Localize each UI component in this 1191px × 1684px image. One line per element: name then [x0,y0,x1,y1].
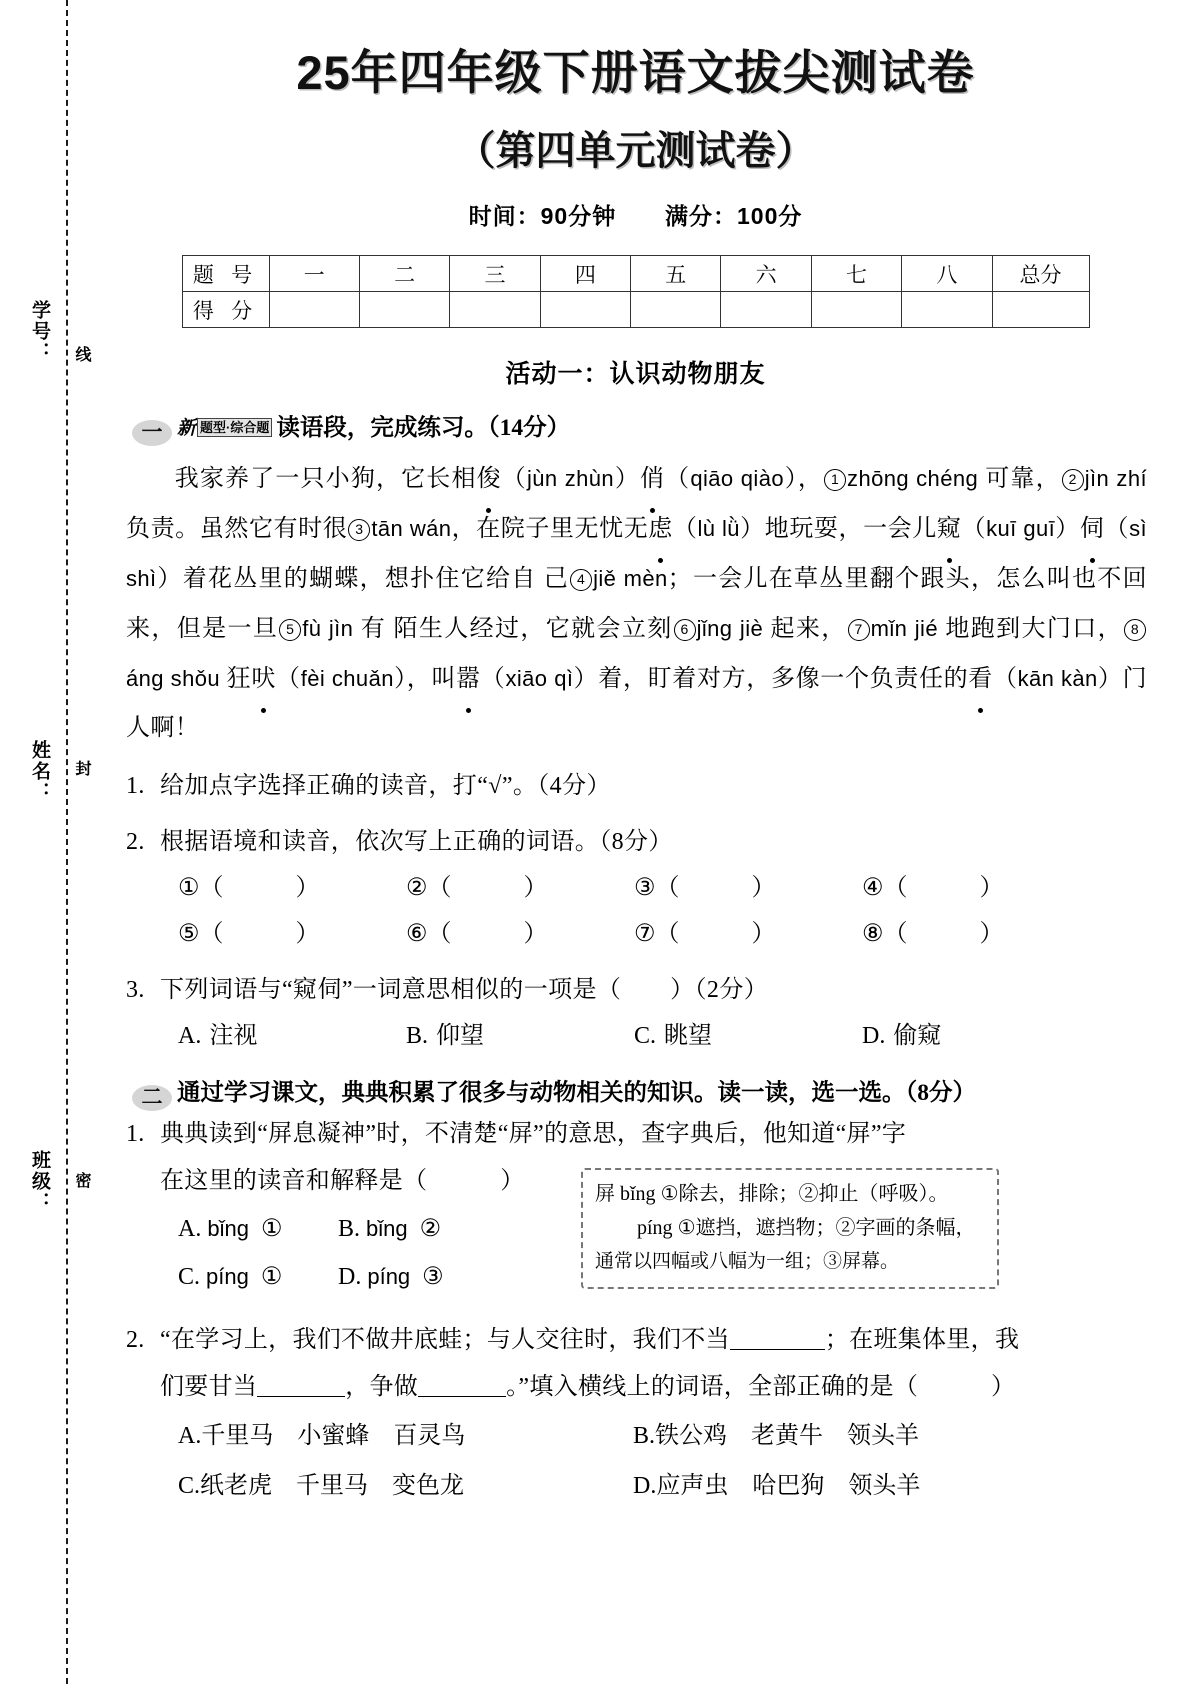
item-1-option-a[interactable] [178,1205,338,1253]
item-1-option-a-label: A. [178,1216,202,1242]
seal-feng-label: 封 [73,760,90,778]
class-label: 班级： [29,1150,50,1213]
item-2-option-a-label: A. [178,1423,202,1449]
question-one-sub-1 [118,763,1153,809]
item-2-option-b-text: 铁公鸡 老黄牛 领头羊 [655,1423,920,1449]
sub-points-1: （4分） [537,773,611,799]
option-b[interactable] [406,1013,634,1059]
option-b-label: B. [406,1023,429,1049]
item-1-option-c-label: C. [178,1264,201,1290]
sub-points-2: （8分） [599,829,673,855]
left-margin [0,0,118,1684]
fill-blank-3[interactable] [418,1374,506,1397]
score-cell-2[interactable] [359,292,449,328]
item-2-number: 2. [126,1327,145,1353]
score-table [182,255,1090,328]
answer-blank-7[interactable]: ⑦（ ） [634,921,776,947]
item-2-line-2b: ，争做 [345,1374,419,1400]
table-row-question-numbers [182,256,1089,292]
dictionary-reference-box [581,1168,999,1289]
score-cell-3[interactable] [450,292,540,328]
sub-text-2: 根据语境和读音，依次写上正确的词语。 [160,829,600,855]
score-col-1: 一 [269,256,359,292]
option-b-text: 仰望 [436,1023,485,1049]
dict-line-1-head: 屏 bǐng [595,1183,656,1205]
question-one-heading: 读语段，完成练习。 [276,414,488,440]
seal-line-label: 线 [73,346,90,364]
answer-blank-2[interactable]: ②（ ） [406,875,548,901]
new-question-type-badge [177,412,272,446]
item-2-option-d-text: 应声虫 哈巴狗 领头羊 [656,1473,921,1499]
question-two-header [118,1075,1153,1111]
score-col-8: 八 [902,256,992,292]
item-1-line-2: 在这里的读音和解释是（ ） [160,1168,525,1194]
item-1-option-c-mark: ① [260,1264,283,1290]
question-two-item-2 [118,1317,1153,1411]
fold-dashed-line [66,0,68,1684]
score-col-5: 五 [631,256,721,292]
option-d[interactable] [862,1013,1090,1059]
option-c-label: C. [634,1023,657,1049]
score-cell-6[interactable] [721,292,811,328]
item-2-line-2c: 。”填入横线上的词语，全部正确的是（ ） [506,1374,1016,1400]
option-d-text: 偷窥 [893,1023,942,1049]
sub-number-2: 2. [126,829,145,855]
fill-blank-2[interactable] [257,1374,345,1397]
sub-number-1: 1. [126,773,145,799]
score-cell-8[interactable] [902,292,992,328]
option-c-text: 眺望 [664,1023,713,1049]
score-cell-total[interactable] [992,292,1089,328]
item-2-option-a-text: 千里马 小蜜蜂 百灵鸟 [201,1423,466,1449]
option-c[interactable] [634,1013,862,1059]
sub-text-3: 下列词语与“窥伺”一词意思相似的一项是（ ） [160,977,695,1003]
score-col-6: 六 [721,256,811,292]
item-2-option-c[interactable] [178,1461,633,1511]
fill-blank-1[interactable] [730,1327,825,1350]
question-one-q3-options [118,1013,1153,1059]
item-2-option-d-label: D. [633,1473,657,1499]
item-1-number: 1. [126,1121,145,1147]
item-2-line-1a: “在学习上，我们不做井底蛙；与人交往时，我们不当 [160,1327,730,1353]
option-a[interactable] [178,1013,406,1059]
exam-meta [118,198,1153,231]
dict-line-1-rest: ①除去，排除；②抑止（呼吸）。 [660,1183,949,1205]
answer-blank-3[interactable]: ③（ ） [634,875,776,901]
score-col-2: 二 [359,256,449,292]
item-1-option-d[interactable] [338,1253,498,1301]
item-1-option-b[interactable] [338,1205,498,1253]
item-1-option-a-pinyin: bǐng [207,1216,249,1241]
table-row-scores [182,292,1089,328]
item-1-option-a-mark: ① [260,1216,283,1242]
score-cell-1[interactable] [269,292,359,328]
activity-heading: 活动一：认识动物朋友 [505,360,766,388]
question-two-heading: 通过学习课文，典典积累了很多与动物相关的知识。读一读，选一选。 [177,1079,906,1105]
badge-new-label: 新 [177,418,197,439]
dict-line-2-head: píng [637,1217,673,1239]
item-1-option-b-label: B. [338,1216,361,1242]
score-table-row-label: 题 号 [182,256,269,292]
item-2-line-2a: 们要甘当 [160,1374,258,1400]
question-one-sub-2 [118,819,1153,865]
item-2-option-d[interactable] [633,1461,1088,1511]
answer-blank-6[interactable]: ⑥（ ） [406,921,548,947]
option-a-label: A. [178,1023,202,1049]
item-2-option-c-text: 纸老虎 千里马 变色龙 [200,1473,465,1499]
reading-passage: 我家养了一只小狗，它长相俊（jùn zhùn）俏（qiāo qiào）， 1 zhōng chéng 可靠， 2 jìn zhí 负责。虽然它有时很 3 tān wán，在院子里无忧无虑（lù lǜ）地玩耍，一会儿窥（kuī guī）伺（sì shì）着花丛里的蝴蝶，想扑住它给自 己 4 jiě mèn；一会儿在草丛里翻个跟头，怎么叫也不回来，但是一旦 5 fù jìn 有 陌生人经过，它就会立刻 6 jǐng jiè 起来， 7 mǐn jié 地跑到大门口， 8áng shǒu 狂吠（fèi chuǎn），叫嚣（xiāo qì）着，盯着对方，多像一个负责任的看（kān kàn）门人啊！ [118,454,1153,753]
item-1-option-b-mark: ② [419,1216,442,1242]
dict-line-3: 通常以四幅或八幅为一组；③屏幕。 [595,1251,900,1272]
item-1-option-c-pinyin: píng [206,1264,249,1289]
answer-blank-row-1 [118,865,1153,911]
item-1-option-d-label: D. [338,1264,362,1290]
sub-number-3: 3. [126,977,145,1003]
question-one-points: （14分） [487,415,571,441]
seal-mi-label: 密 [73,1172,90,1190]
item-2-option-b[interactable] [633,1411,1088,1461]
score-col-3: 三 [450,256,540,292]
item-1-line-1: 典典读到“屏息凝神”时，不清楚“屏”的意思，查字典后，他知道“屏”字 [160,1121,907,1147]
student-id-label: 学号： [29,300,50,363]
item-2-option-c-label: C. [178,1473,201,1499]
question-number-badge: 一 [132,420,172,446]
score-col-4: 四 [540,256,630,292]
item-1-option-c[interactable] [178,1253,338,1301]
option-d-label: D. [862,1023,886,1049]
answer-blank-4[interactable]: ④（ ） [862,875,1004,901]
dict-line-1 [595,1177,987,1211]
question-one-sub-3 [118,967,1153,1013]
name-label: 姓名： [29,740,50,803]
item-1-option-b-pinyin: bǐng [366,1216,408,1241]
question-two-number-badge: 二 [132,1085,172,1111]
answer-blank-row-2 [118,911,1153,957]
score-cell-7[interactable] [811,292,901,328]
sub-points-3: （2分） [694,977,769,1003]
item-2-options-row-1 [118,1411,1153,1461]
item-2-option-b-label: B. [633,1423,656,1449]
dict-line-2-rest: ①遮挡，遮挡物；②字画的条幅， [677,1217,976,1239]
page-subtitle: （第四单元测试卷） [455,129,816,173]
item-2-options-row-2 [118,1461,1153,1511]
option-a-text: 注视 [209,1023,258,1049]
score-col-total: 总分 [992,256,1089,292]
score-col-7: 七 [811,256,901,292]
dict-line-2 [595,1211,987,1245]
sub-text-1: 给加点字选择正确的读音，打“√”。 [160,773,538,799]
page-title: 25年四年级下册语文拔尖测试卷 [296,46,975,99]
time-limit: 时间：90分钟 [468,203,617,229]
item-2-line-1b: ；在班集体里，我 [824,1327,1020,1353]
full-score: 满分：100分 [665,203,803,229]
answer-blank-5[interactable]: ⑤（ ） [178,921,320,947]
score-cell-4[interactable] [540,292,630,328]
score-cell-5[interactable] [631,292,721,328]
question-one-header [118,410,1153,446]
score-table-row-label-score: 得 分 [182,292,269,328]
answer-blank-8[interactable]: ⑧（ ） [862,921,1004,947]
answer-blank-1[interactable]: ①（ ） [178,875,320,901]
item-2-option-a[interactable] [178,1411,633,1461]
item-1-option-d-pinyin: píng [367,1264,411,1289]
item-1-option-d-mark: ③ [422,1264,444,1290]
question-two-points: （8分） [905,1080,976,1106]
badge-type-label: 题型·综合题 [197,418,272,437]
